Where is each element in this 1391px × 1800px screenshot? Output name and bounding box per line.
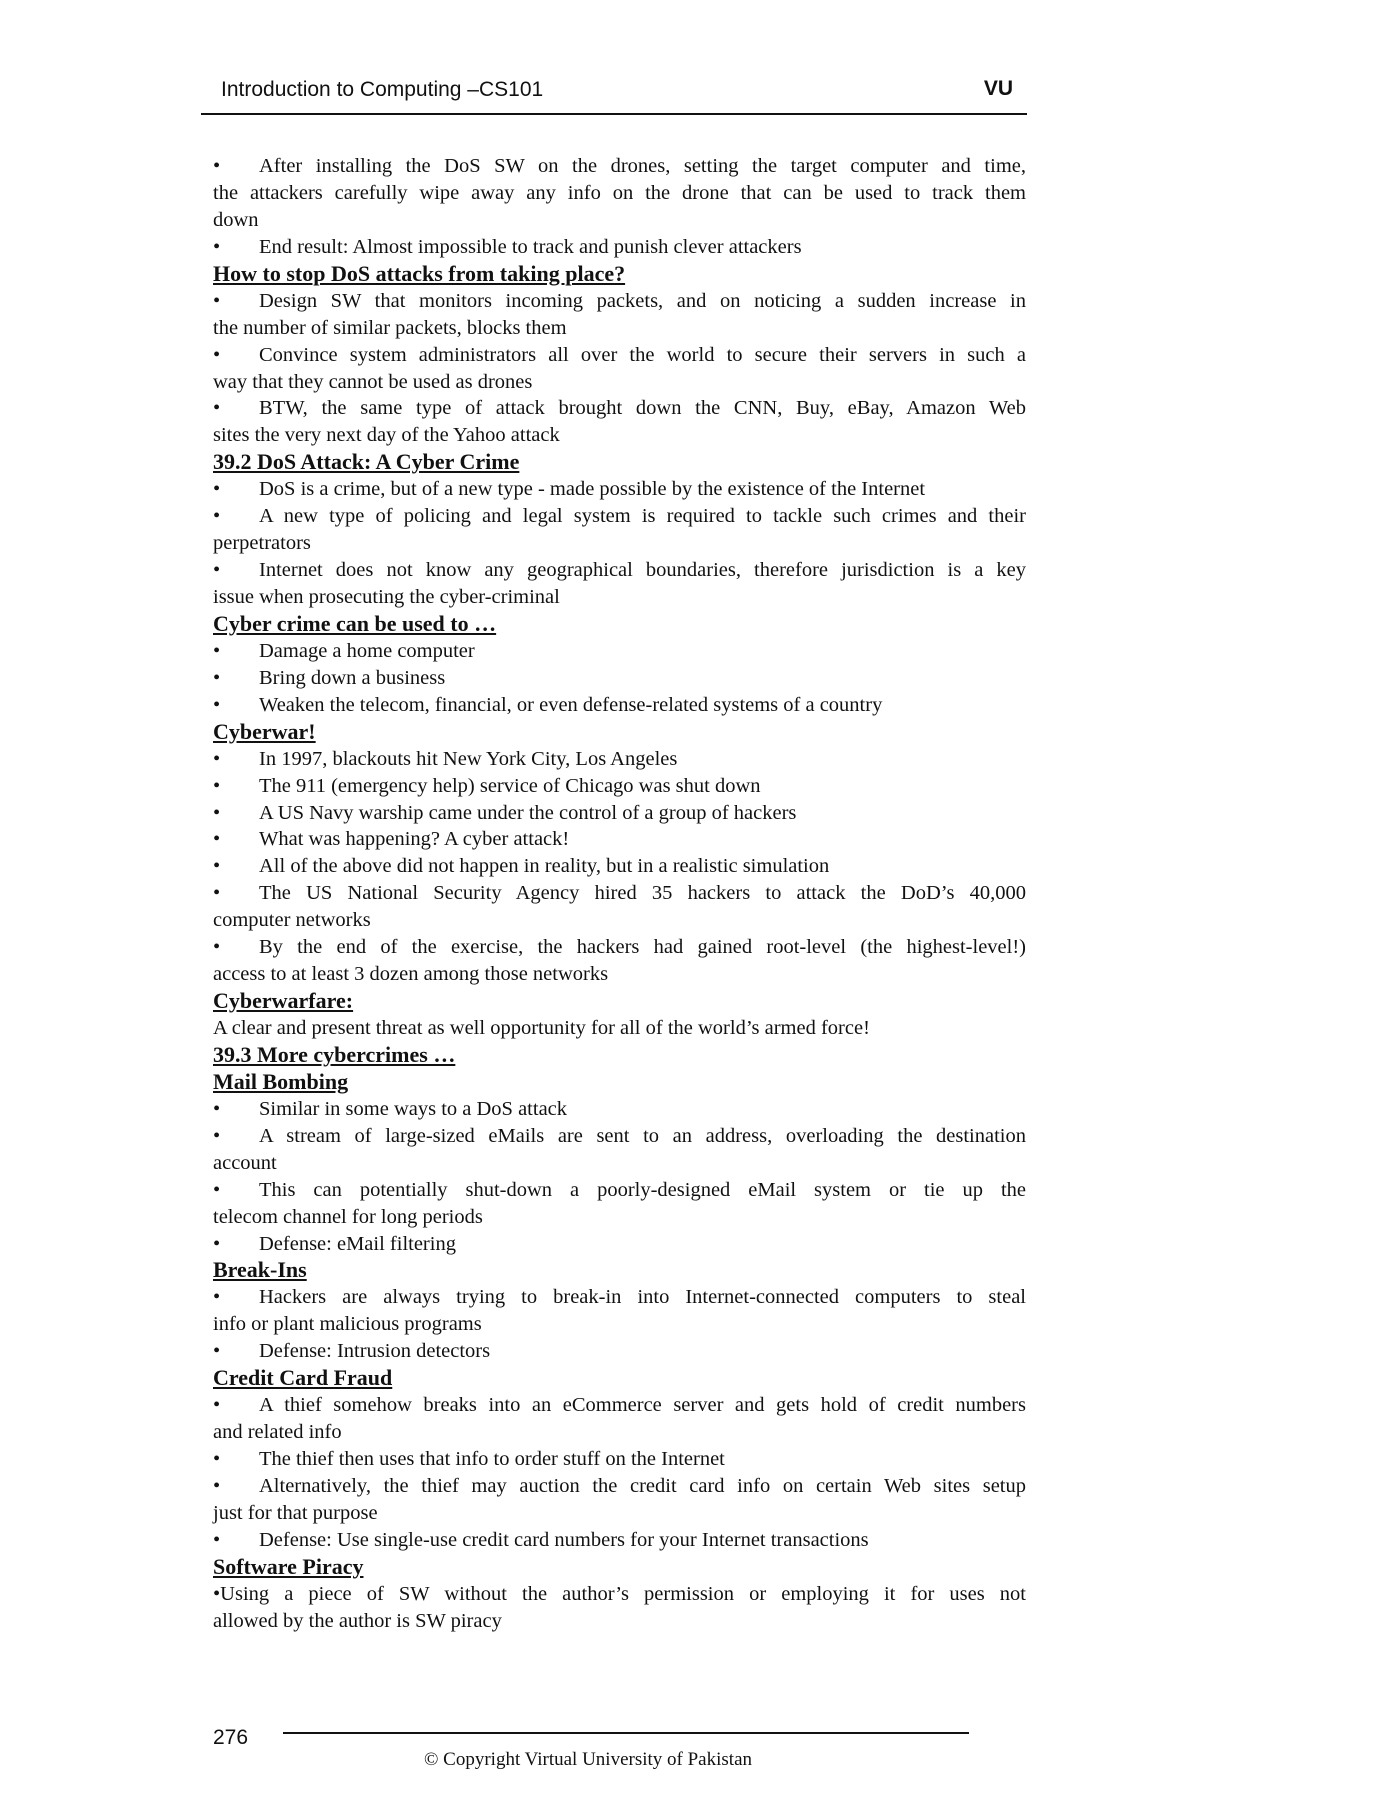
line [213,1338,1026,1365]
line [213,1392,1026,1419]
bullet-item [213,1096,1026,1123]
line [213,638,1026,665]
line [213,369,1026,396]
line [213,1284,1026,1311]
bullet-icon: • [213,1474,221,1497]
text-line: What was happening? A cyber attack! [259,828,570,851]
line [213,530,1026,557]
bullet-icon: • [213,666,221,689]
line [213,934,1026,961]
line [213,153,1026,180]
line [213,746,1026,773]
text-line: End result: Almost impossible to track and punish clever attackers [259,235,802,258]
line [213,261,1026,288]
text-line: The thief then uses that info to order stuff on the Internet [259,1448,725,1470]
text-line: Convince system administrators all over the world to secure their servers in such a [259,343,1026,366]
bullet-item [213,638,1026,665]
text-line: issue when prosecuting the cyber-criminal [213,586,560,608]
bullet-item [213,476,1026,503]
text-line: Similar in some ways to a DoS attack [259,1097,568,1120]
paragraph [213,1015,1026,1042]
section-heading [213,611,1026,638]
line [213,1042,1026,1069]
line [213,1015,1026,1042]
bullet-icon: • [213,559,221,582]
footer-copyright: © Copyright Virtual University of Pakistan [424,1749,753,1770]
text-line: The US National Security Agency hired 35 hackers to attack the DoD’s 40,000 [259,882,1026,905]
bullet-item [213,1177,1026,1231]
bullet-icon: • [213,155,221,177]
bullet-icon: • [213,1340,221,1363]
bullet-item [213,800,1026,827]
line [213,180,1026,207]
text-line: sites the very next day of the Yahoo attack [213,424,560,447]
bullet-item [213,1338,1026,1365]
bullet-icon: • [213,801,221,824]
line [213,1365,1026,1392]
bullet-item [213,853,1026,880]
line [213,665,1026,692]
page-content [213,153,1026,1635]
text-line: telecom channel for long periods [213,1205,483,1228]
text-line: 39.3 More cybercrimes … [213,1041,456,1067]
bullet-item [213,826,1026,853]
text-line: Cyberwar! [213,718,316,744]
line [213,1581,1026,1608]
bullet-item [213,1446,1026,1473]
text-line: Hackers are always trying to break-in into Internet-connected computers to steal [259,1286,1026,1309]
text-line: 39.2 DoS Attack: A Cyber Crime [213,449,520,475]
line [213,395,1026,422]
text-line: A stream of large-sized eMails are sent to an address, overloading the destination [259,1124,1026,1147]
line [213,1446,1026,1473]
line [213,611,1026,638]
text-line: The 911 (emergency help) service of Chicago was shut down [259,774,761,797]
bullet-item [213,288,1026,342]
text-line: allowed by the author is SW piracy [213,1609,502,1632]
bullet-item [213,1284,1026,1338]
bullet-item [213,934,1026,988]
line [213,961,1026,988]
line [213,315,1026,342]
bullet-icon: • [213,1448,221,1470]
text-line: and related info [213,1421,342,1444]
text-line: A US Navy warship came under the control of a group of hackers [259,801,797,824]
text-line: All of the above did not happen in reality, but in a realistic simulation [259,855,830,878]
bullet-icon: • [213,289,221,312]
line [213,1527,1026,1554]
bullet-icon: • [213,505,221,528]
bullet-icon: • [213,639,221,662]
line [213,1123,1026,1150]
text-line: This can potentially shut-down a poorly-designed eMail system or tie up the [259,1178,1026,1201]
text-line: A new type of policing and legal system is required to tackle such crimes and their [259,505,1026,528]
text-line: Bring down a business [259,666,446,689]
bullet-icon: • [213,1097,221,1120]
section-heading [213,449,1026,476]
bullet-item [213,503,1026,557]
line [213,826,1026,853]
bullet-item [213,665,1026,692]
line [213,692,1026,719]
bullet-icon: • [213,693,221,716]
line [213,1419,1026,1446]
line [213,719,1026,746]
line [213,1150,1026,1177]
line [213,773,1026,800]
bullet-item [213,880,1026,934]
text-line: BTW, the same type of attack brought down the CNN, Buy, eBay, Amazon Web [259,397,1026,420]
bullet-icon: • [213,828,221,851]
bullet-icon: • [213,774,221,797]
text-line: way that they cannot be used as drones [213,370,533,393]
text-line: A thief somehow breaks into an eCommerce server and gets hold of credit numbers [259,1394,1026,1417]
line [213,503,1026,530]
text-line: Internet does not know any geographical boundaries, therefore jurisdiction is a key [259,559,1026,582]
section-heading [213,261,1026,288]
line [213,1231,1026,1258]
line [213,1608,1026,1635]
text-line: computer networks [213,909,371,932]
text-line: Defense: Use single-use credit card numbers for your Internet transactions [259,1528,869,1551]
section-heading [213,988,1026,1015]
text-line: Weaken the telecom, financial, or even defense-related systems of a country [259,693,883,716]
line [213,800,1026,827]
text-line: down [213,208,259,231]
section-heading [213,1042,1026,1069]
text-line: the number of similar packets, blocks them [213,316,567,339]
text-line: info or plant malicious programs [213,1313,482,1336]
header-divider [201,113,1027,115]
line [213,853,1026,880]
text-line: In 1997, blackouts hit New York City, Los Angeles [259,747,678,770]
text-line: DoS is a crime, but of a new type - made possible by the existence of the Internet [259,478,926,501]
text-line: By the end of the exercise, the hackers had gained root-level (the highest-level!) [259,936,1026,959]
section-heading [213,1257,1026,1284]
bullet-icon: • [213,936,221,959]
bullet-item [213,746,1026,773]
line [213,1554,1026,1581]
bullet-icon: • [213,235,221,258]
text-line: access to at least 3 dozen among those networks [213,963,609,986]
line [213,557,1026,584]
bullet-item [213,1231,1026,1258]
text-line: Cyber crime can be used to … [213,610,497,636]
text-line: Break-Ins [213,1257,307,1283]
bullet-item [213,692,1026,719]
text-line: How to stop DoS attacks from taking place? [213,260,626,286]
text-line: A clear and present threat as well opportunity for all of the world’s armed force! [213,1017,870,1039]
text-line: Defense: eMail filtering [259,1232,456,1255]
bullet-icon: • [213,1124,221,1147]
bullet-item [213,234,1026,261]
bullet-icon: • [213,1178,221,1201]
line [213,1473,1026,1500]
bullet-item [213,557,1026,611]
line [213,288,1026,315]
bullet-icon: • [213,1394,221,1417]
bullet-item [213,342,1026,396]
text-line: Damage a home computer [259,639,475,662]
bullet-icon: • [213,1286,221,1309]
line [213,584,1026,611]
paragraph [213,1581,1026,1635]
line [213,207,1026,234]
text-line: Software Piracy [213,1553,364,1579]
bullet-icon: • [213,478,221,501]
line [213,988,1026,1015]
text-line: Credit Card Fraud [213,1365,393,1391]
text-line: After installing the DoS SW on the drones, setting the target computer and time, [259,155,1026,177]
line [213,1500,1026,1527]
line [213,1096,1026,1123]
bullet-item [213,1473,1026,1527]
text-line: account [213,1151,277,1174]
section-heading [213,1554,1026,1581]
line [213,1069,1026,1096]
header-title: Introduction to Computing –CS101 [221,78,544,101]
bullet-icon: • [213,747,221,770]
text-line: perpetrators [213,532,311,555]
text-line: just for that purpose [213,1501,378,1524]
line [213,880,1026,907]
bullet-icon: • [213,1232,221,1255]
bullet-item [213,1123,1026,1177]
bullet-item [213,395,1026,449]
line [213,1257,1026,1284]
page-number: 276 [213,1726,249,1749]
text-line: Alternatively, the thief may auction the credit card info on certain Web sites setup [259,1474,1026,1497]
text-line: Cyberwarfare: [213,988,354,1014]
text-line: Mail Bombing [213,1068,349,1094]
bullet-icon: • [213,343,221,366]
line [213,422,1026,449]
footer-divider [283,1732,969,1734]
text-line: Design SW that monitors incoming packets, and on noticing a sudden increase in [259,289,1026,312]
bullet-item [213,1527,1026,1554]
line [213,342,1026,369]
bullet-icon: • [213,855,221,878]
line [213,1311,1026,1338]
text-line: the attackers carefully wipe away any info on the drone that can be used to track them [213,181,1026,204]
bullet-icon: • [213,397,221,420]
bullet-icon: • [213,1528,221,1551]
line [213,907,1026,934]
bullet-icon: • [213,882,221,905]
bullet-item [213,773,1026,800]
text-line: Defense: Intrusion detectors [259,1340,491,1363]
line [213,449,1026,476]
section-heading [213,1069,1026,1096]
section-heading [213,1365,1026,1392]
text-line: •Using a piece of SW without the author’s permission or employing it for uses not [213,1582,1026,1605]
line [213,1177,1026,1204]
header-institution: VU [983,77,1013,100]
bullet-item [213,1392,1026,1446]
line [213,476,1026,503]
line [213,1204,1026,1231]
bullet-item [213,153,1026,234]
section-heading [213,719,1026,746]
line [213,234,1026,261]
